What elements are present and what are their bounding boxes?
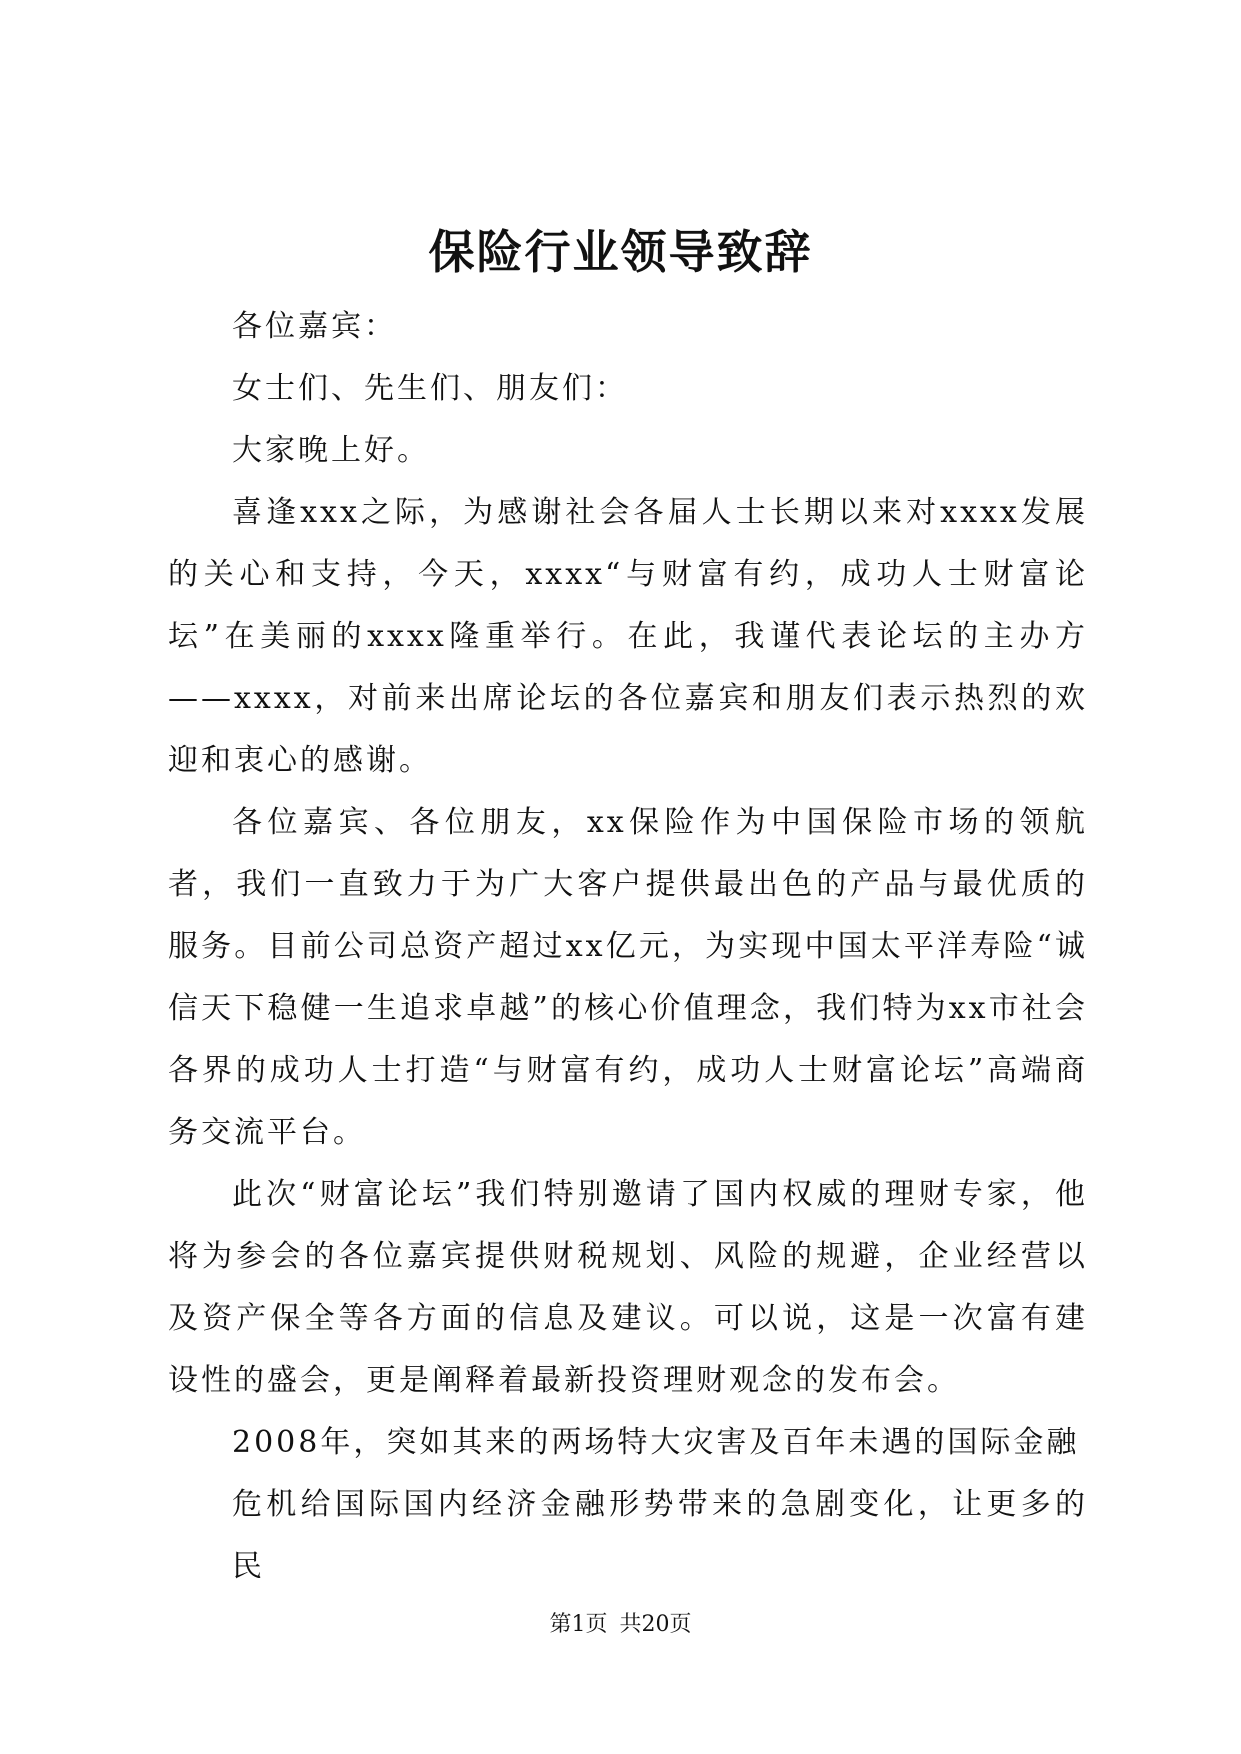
document-title: 保险行业领导致辞 [428, 225, 813, 279]
page-footer [0, 1610, 1241, 1640]
page-number: 第1页 [549, 1612, 608, 1637]
paragraph-2008-line1: 2008年，突如其来的两场特大灾害及百年未遇的国际金融 [232, 1425, 1080, 1460]
salutation-guests: 各位嘉宾： [232, 309, 397, 344]
page-total: 共20页 [619, 1612, 692, 1637]
document-body [168, 296, 1088, 1598]
paragraph-company: 各位嘉宾、各位朋友，xx保险作为中国保险市场的领航者，我们一直致力于为广大客户提供最出色的产品与最优质的服务。目前公司总资产超过xx亿元，为实现中国太平洋寿险“诚信天下稳健一生追求卓越”的核心价值理念，我们特为xx市社会各界的成功人士打造“与财富有约，成功人士财富论坛”高端商务交流平台。 [168, 805, 1088, 1150]
greeting: 大家晚上好。 [232, 433, 430, 468]
paragraph-2008-line2: 危机给国际国内经济金融形势带来的急剧变化，让更多的民 [232, 1487, 1088, 1584]
paragraph-forum: 此次“财富论坛”我们特别邀请了国内权威的理财专家，他将为参会的各位嘉宾提供财税规划、风险的规避，企业经营以及资产保全等各方面的信息及建议。可以说，这是一次富有建设性的盛会，更是阐释着最新投资理财观念的发布会。 [168, 1177, 1088, 1398]
salutation-audience: 女士们、先生们、朋友们： [232, 371, 628, 406]
paragraph-opening: 喜逢xxx之际，为感谢社会各届人士长期以来对xxxx发展的关心和支持，今天，xxxx“与财富有约，成功人士财富论坛”在美丽的xxxx隆重举行。在此，我谨代表论坛的主办方——xxxx，对前来出席论坛的各位嘉宾和朋友们表示热烈的欢迎和衷心的感谢。 [168, 495, 1088, 778]
